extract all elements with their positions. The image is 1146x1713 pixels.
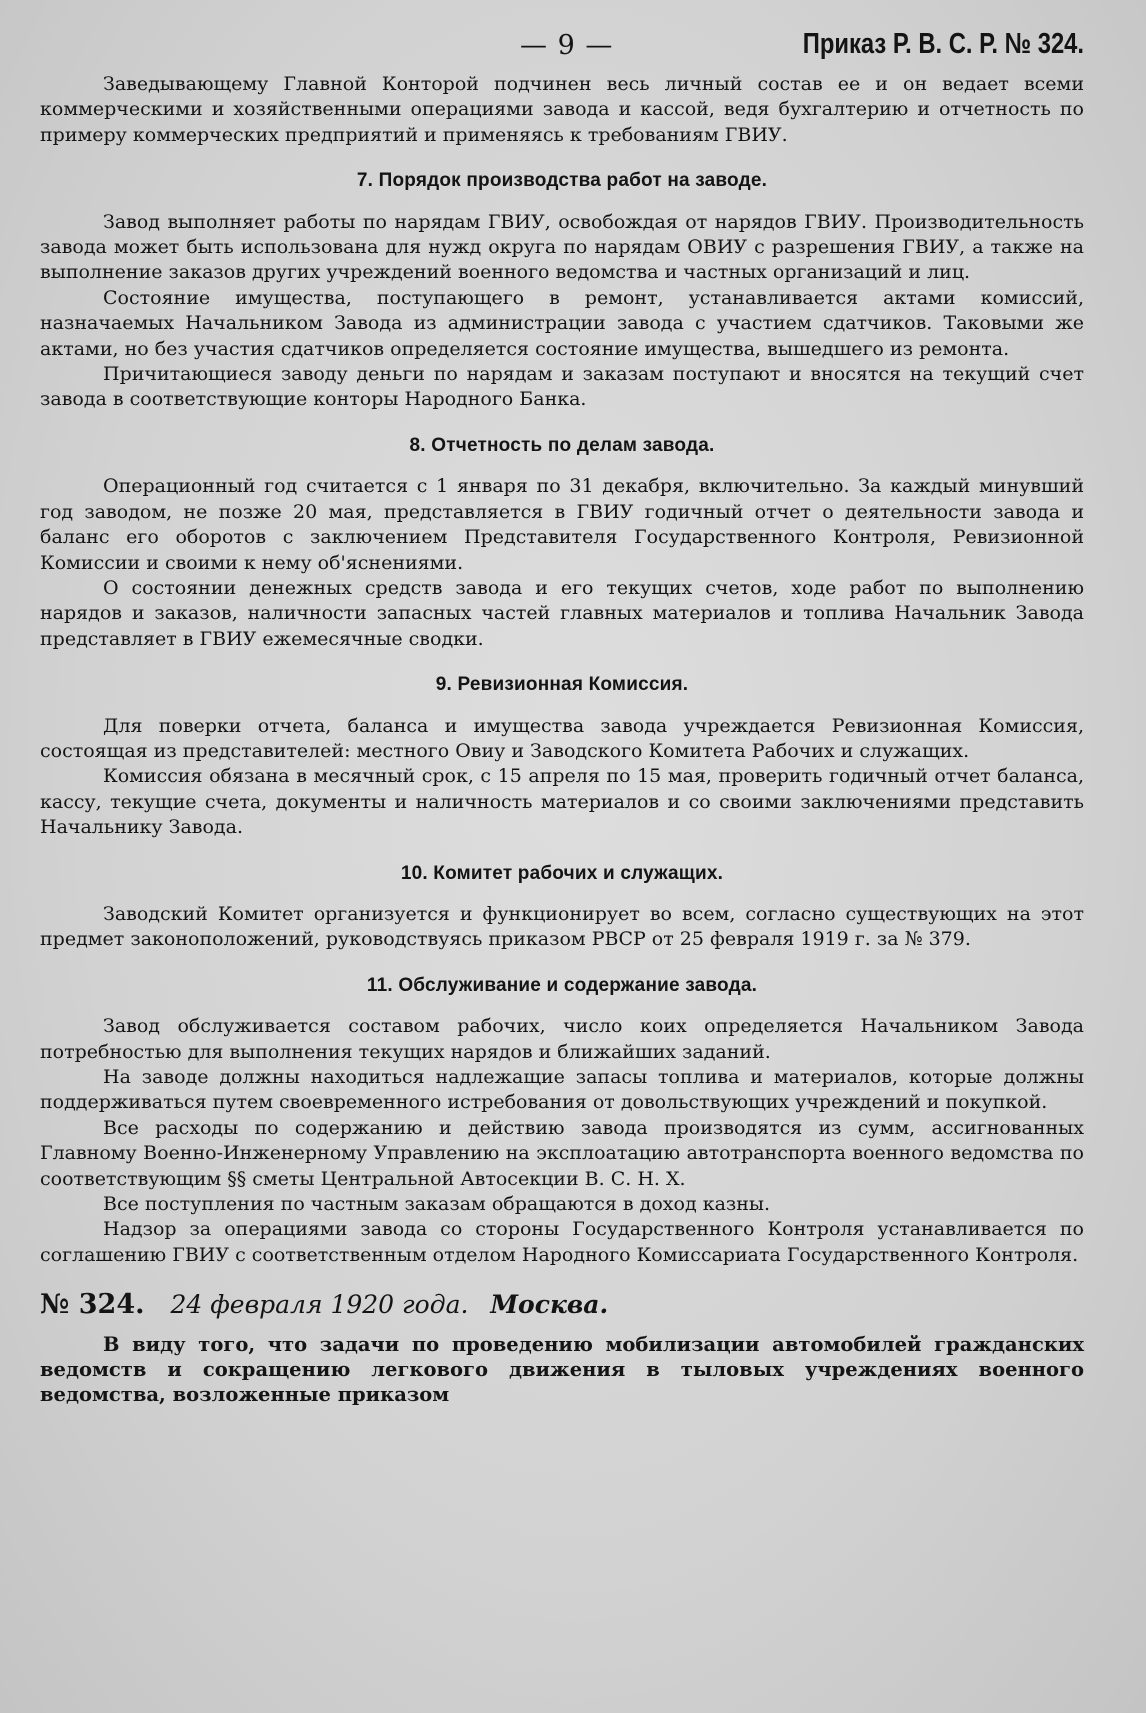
section-title: 8. Отчетность по делам завода. [409,434,715,456]
order-number: № 324. [40,1289,145,1321]
order-place: Москва. [490,1290,609,1320]
order-date: 24 февраля 1920 года. [170,1290,469,1320]
paragraph: Завод обслуживается составом рабочих, число коих определяется Начальником Завода потребностью для выполнения текущих нарядов и ближайших заданий. [40,1015,1084,1063]
section-10 [40,861,1084,953]
paragraph: Причитающиеся заводу деньги по нарядам и заказам поступают и вносятся на текущий счет завода в соответствующие конторы Народного Банка. [40,363,1084,411]
paragraph: Заводский Комитет организуется и функционирует во всем, согласно существующих на этот предмет законоположений, руководствуясь приказом РВСР от 25 февраля 1919 г. за № 379. [40,902,1084,951]
section-11 [40,973,1084,1268]
order-reference: Приказ Р. В. С. Р. № 324. [802,28,1084,60]
section-title: 11. Обслуживание и содержание завода. [366,974,758,996]
document-body [40,72,1084,1408]
order-opening-paragraph: В виду того, что задачи по проведению мобилизации автомобилей гражданских ведомств и сокращению легкового движения в тыловых учреждениях военного ведомства, возложенные приказом [40,1332,1084,1407]
paragraph: На заводе должны находиться надлежащие запасы топлива и материалов, которые должны поддерживаться путем своевременного истребования от довольствующих учреждений и покупкой. [40,1066,1084,1114]
section-7 [40,168,1084,413]
paragraph: Завод выполняет работы по нарядам ГВИУ, освобождая от нарядов ГВИУ. Производительность завода может быть использована для нужд округа по нарядам ОВИУ с разрешения ГВИУ, а также на выполнение заказов других учреждений военного ведомства и частных организаций и лиц. [40,210,1084,284]
paragraph: Операционный год считается с 1 января по 31 декабря, включительно. За каждый минувший год заводом, не позже 20 мая, представляется в ГВИУ годичный отчет о деятельности завода и баланс его оборотов с заключением Представителя Государственного Контроля, Ревизионной Комиссии и своими к нему об'яснениями. [40,475,1084,574]
paragraph: Комиссия обязана в месячный срок, с 15 апреля по 15 мая, проверить годичный отчет баланса, кассу, текущие счета, документы и наличность материалов и со своими заключениями представить Начальнику Завода. [40,765,1084,839]
page-number: — 9 — [520,30,614,61]
order-heading [40,1289,1084,1321]
paragraph: Надзор за операциями завода со стороны Государственного Контроля устанавливается по соглашению ГВИУ с соответственным отделом Народного Комиссариата Государственного Контроля. [40,1218,1084,1266]
section-8 [40,433,1084,652]
paragraph: Состояние имущества, поступающего в ремонт, устанавливается актами комиссий, назначаемых Начальником Завода из администрации завода с участием сдатчиков. Таковыми же актами, но без участия сдатчиков определяется состояние имущества, вышедшего из ремонта. [40,286,1084,360]
section-title: 9. Ревизионная Комиссия. [435,674,689,696]
paragraph: О состоянии денежных средств завода и его текущих счетов, ходе работ по выполнению нарядов и заказов, наличности запасных частей главных материалов и топлива Начальник Завода представляет в ГВИУ ежемесячные сводки. [40,576,1084,650]
paragraph: Все поступления по частным заказам обращаются в доход казны. [103,1193,771,1216]
section-title: 7. Порядок производства работ на заводе. [356,170,768,192]
page-header [40,26,1084,72]
paragraph: Все расходы по содержанию и действию завода производятся из сумм, ассигнованных Главному Военно-Инженерному Управлению на эксплоатацию автотранспорта военного ведомства по соответствующим §§ сметы Центральной Автосекции В. С. Н. Х. [40,1116,1084,1190]
paragraph: Для поверки отчета, баланса и имущества завода учреждается Ревизионная Комиссия, состоящая из представителей: местного Овиу и Заводского Комитета Рабочих и служащих. [40,714,1084,762]
section-title: 10. Комитет рабочих и служащих. [400,862,724,884]
intro-paragraph: Заведывающему Главной Конторой подчинен весь личный состав ее и он ведает всеми коммерческими и хозяйственными операциями завода и кассой, ведя бухгалтерию и отчетность по примеру коммерческих предприятий и применяясь к требованиям ГВИУ. [40,73,1084,146]
section-9 [40,672,1084,840]
